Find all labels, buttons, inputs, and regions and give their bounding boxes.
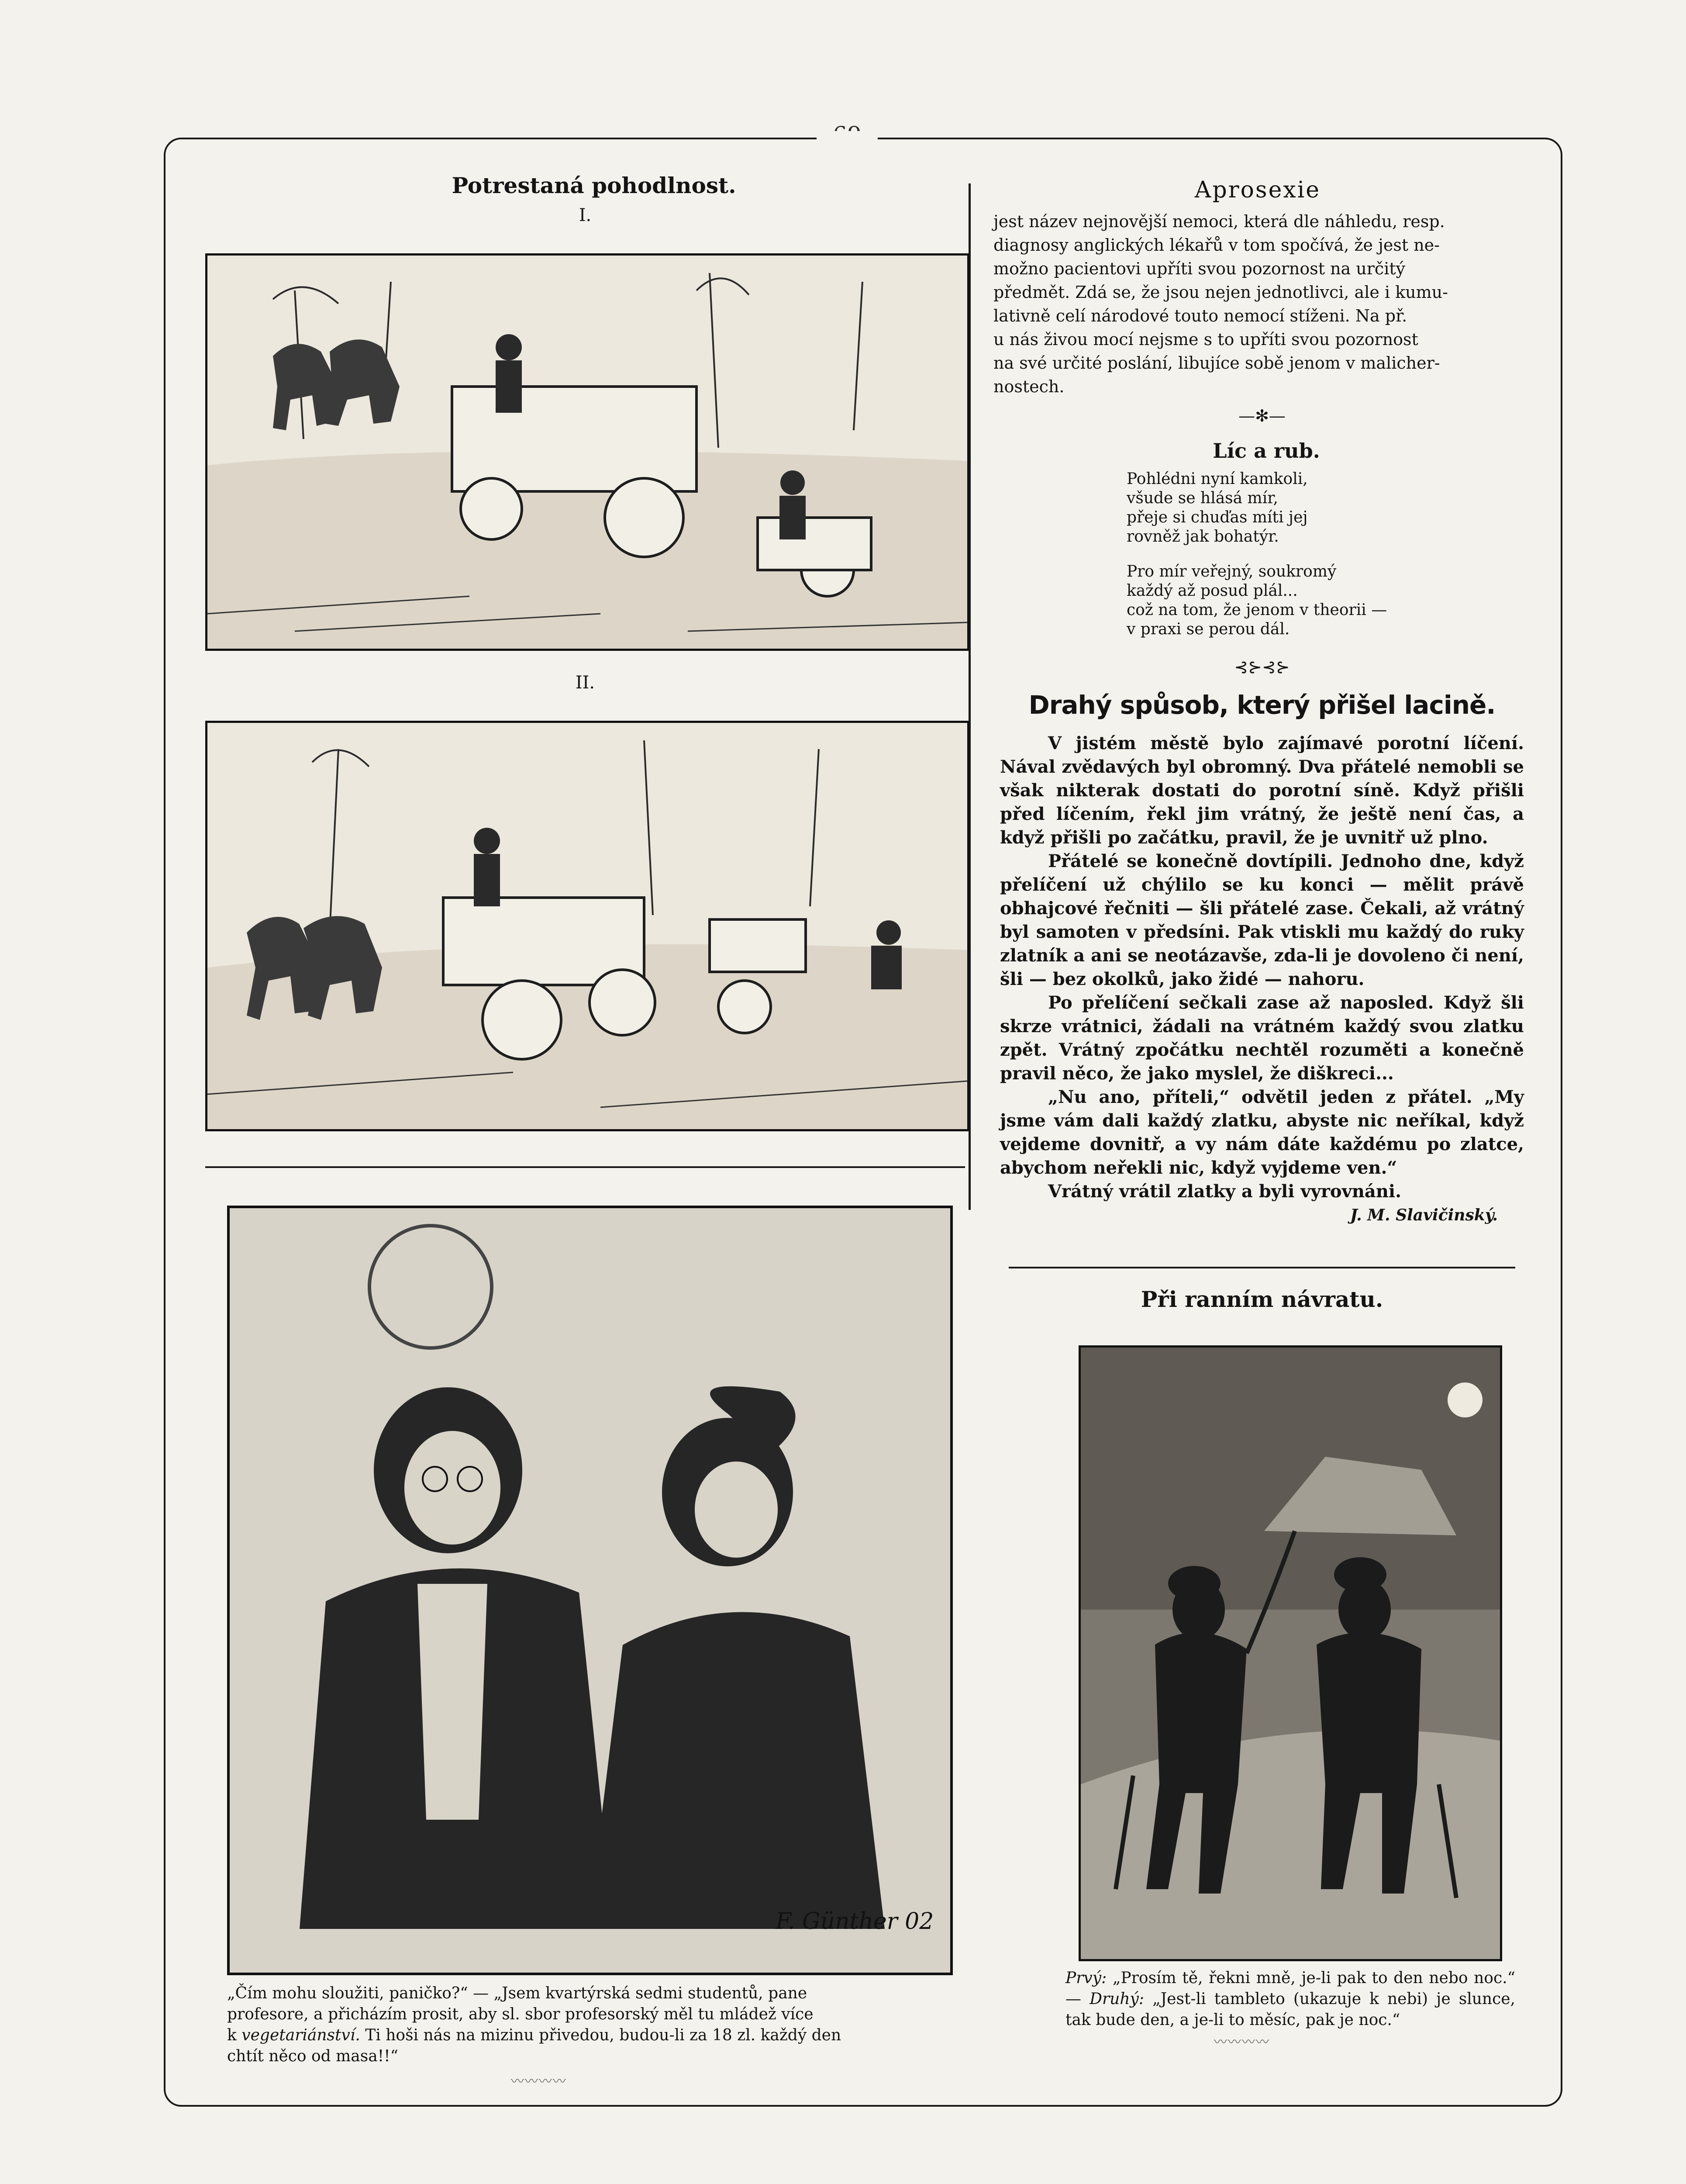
panel1-drawing <box>207 256 967 649</box>
panel1-illustration <box>205 253 969 651</box>
drahy-zpusob-text <box>1000 732 1524 1227</box>
ornament-scroll: ⊰⊱⊰⊱ <box>1234 657 1290 677</box>
ornament-star: —✻— <box>1238 406 1286 425</box>
night-illustration <box>1079 1345 1502 1961</box>
panel2-drawing <box>207 723 967 1129</box>
story-paragraph: Po přelíčení sečkali zase až naposled. Když šli skrze vrátnici, žádali na vrátném každý svou zlatku zpět. Vrátný zpočátku nechtěl rozuměti a konečně pravil něco, že jako myslel, že diškreci... <box>1000 992 1524 1084</box>
caption-line: chtít něco od masa!!“ <box>227 2047 399 2065</box>
aprosexie-line: lativně celí národové touto nemocí stíženi. Na př. <box>993 306 1407 325</box>
poem-line: rovněž jak bohatýr. <box>1127 528 1279 546</box>
caption-line: profesore, a přicházím prosit, aby sl. sbor profesorský měl tu mládež více <box>227 2005 814 2023</box>
left-squiggle: 〰〰〰〰 <box>511 2074 567 2089</box>
caption-line: „Čím mohu sloužiti, paničko?“ — „Jsem kvartýrská sedmi studentů, pane <box>227 1984 807 2002</box>
drahy-zpusob-title: Drahý spůsob, který přišel lacině. <box>1028 690 1496 720</box>
poem-line: všude se hlásá mír, <box>1127 489 1278 507</box>
first-speech: „Prosím tě, řekni mně, je-li pak to den nebo noc.“ — <box>1065 1969 1515 2008</box>
frame-gap <box>817 131 878 149</box>
poem-line: v praxi se perou dál. <box>1127 620 1290 638</box>
aprosexie-line: na své určité poslání, libujíce sobě jenom v malicher- <box>993 353 1440 373</box>
right-squiggle: 〰〰〰〰 <box>1214 2035 1270 2050</box>
poem-stanza-1 <box>1127 470 1476 546</box>
aprosexie-line: jest název nejnovější nemoci, která dle náhledu, resp. <box>993 212 1445 231</box>
big-illustration <box>227 1206 953 1975</box>
pri-rannim-navratu-title: Při ranním návratu. <box>1141 1286 1383 1312</box>
big-drawing <box>230 1208 950 1973</box>
aprosexie-text <box>993 210 1531 398</box>
left-rule <box>205 1166 965 1168</box>
author-signature: J. M. Slavičinský. <box>1350 1206 1498 1224</box>
poem-line: Pohlédni nyní kamkoli, <box>1127 470 1308 488</box>
story-paragraph: Přátelé se konečně dovtípili. Jednoho dne, když přelíčení už chýlilo se ku konci — mělit právě obhajcové řečniti — šli přátelé zase. Čekali, až vrátný byl samoten v předsíni. Pak vtiskli mu každý do ruky zlatník a ani se neotázavše, zda-li je dovoleno či není, šli — bez okolků, jako židé — nahoru. <box>1000 851 1524 989</box>
night-caption <box>1065 1968 1515 2031</box>
night-drawing <box>1081 1348 1500 1959</box>
lic-a-rub-title: Líc a rub. <box>1213 439 1320 463</box>
poem-stanza-2 <box>1127 562 1476 639</box>
right-rule <box>1009 1267 1515 1268</box>
poem-line: což na tom, že jenom v theorii — <box>1127 601 1387 619</box>
aprosexie-line: nostech. <box>993 377 1065 396</box>
story-paragraph: „Nu ano, příteli,“ odvětil jeden z přátel. „My jsme vám dali každý zlatku, abyste nic neříkal, když vejdeme dovnitř, a vy nám dáte každému po zlatce, abychom neřekli nic, když vyjdeme ven.“ <box>1000 1087 1524 1178</box>
aprosexie-line: možno pacientovi upříti svou pozornost na určitý <box>993 259 1406 278</box>
poem-line: každý až posud plál... <box>1127 582 1298 600</box>
aprosexie-line: diagnosy anglických lékařů v tom spočívá, že jest ne- <box>993 235 1440 255</box>
poem-line: Pro mír veřejný, soukromý <box>1127 563 1337 581</box>
second-speaker: Druhý: <box>1090 1990 1145 2008</box>
panel1-label: I. <box>579 205 592 225</box>
aprosexie-title: Aprosexie <box>1194 177 1321 203</box>
panel2-label: II. <box>575 673 595 693</box>
second-speech: „Jest-li tambleto (ukazuje k nebi) je slunce, tak bude den, a je-li to měsíc, pak je noc.“ <box>1065 1990 1515 2029</box>
panel2-illustration <box>205 721 969 1131</box>
left-title: Potrestaná pohodlnost. <box>452 173 736 198</box>
poem-line: přeje si chuďas míti jej <box>1127 508 1308 526</box>
aprosexie-line: předmět. Zdá se, že jsou nejen jednotlivci, ale i kumu- <box>993 283 1448 302</box>
lic-a-rub-poem <box>1127 470 1476 655</box>
caption-suffix: Ti hoši nás na mizinu přivedou, budou-li za 18 zl. každý den <box>360 2026 841 2044</box>
big-caption <box>227 1983 948 2067</box>
caption-line <box>227 2025 948 2046</box>
aprosexie-line: u nás živou mocí nejsme s to upříti svou pozornost <box>993 330 1418 349</box>
caption-italic: vegetariánství. <box>241 2026 360 2044</box>
story-paragraph: Vrátný vrátil zlatky a byli vyrovnáni. <box>1048 1181 1402 1202</box>
story-paragraph: V jistém městě bylo zajímavé porotní líčení. Nával zvědavých byl obromný. Dva přátelé nemobli se však nikterak dostati do porotní síně. Když přišli před líčením, řekl jim vrátný, že ještě není čas, a když přišli po začátku, pravil, že je uvnitř už plno. <box>1000 733 1524 848</box>
first-speaker: Prvý: <box>1065 1969 1107 1987</box>
illustrator-signature: F. Günther 02 <box>776 1908 934 1935</box>
caption-prefix: k <box>227 2026 242 2044</box>
